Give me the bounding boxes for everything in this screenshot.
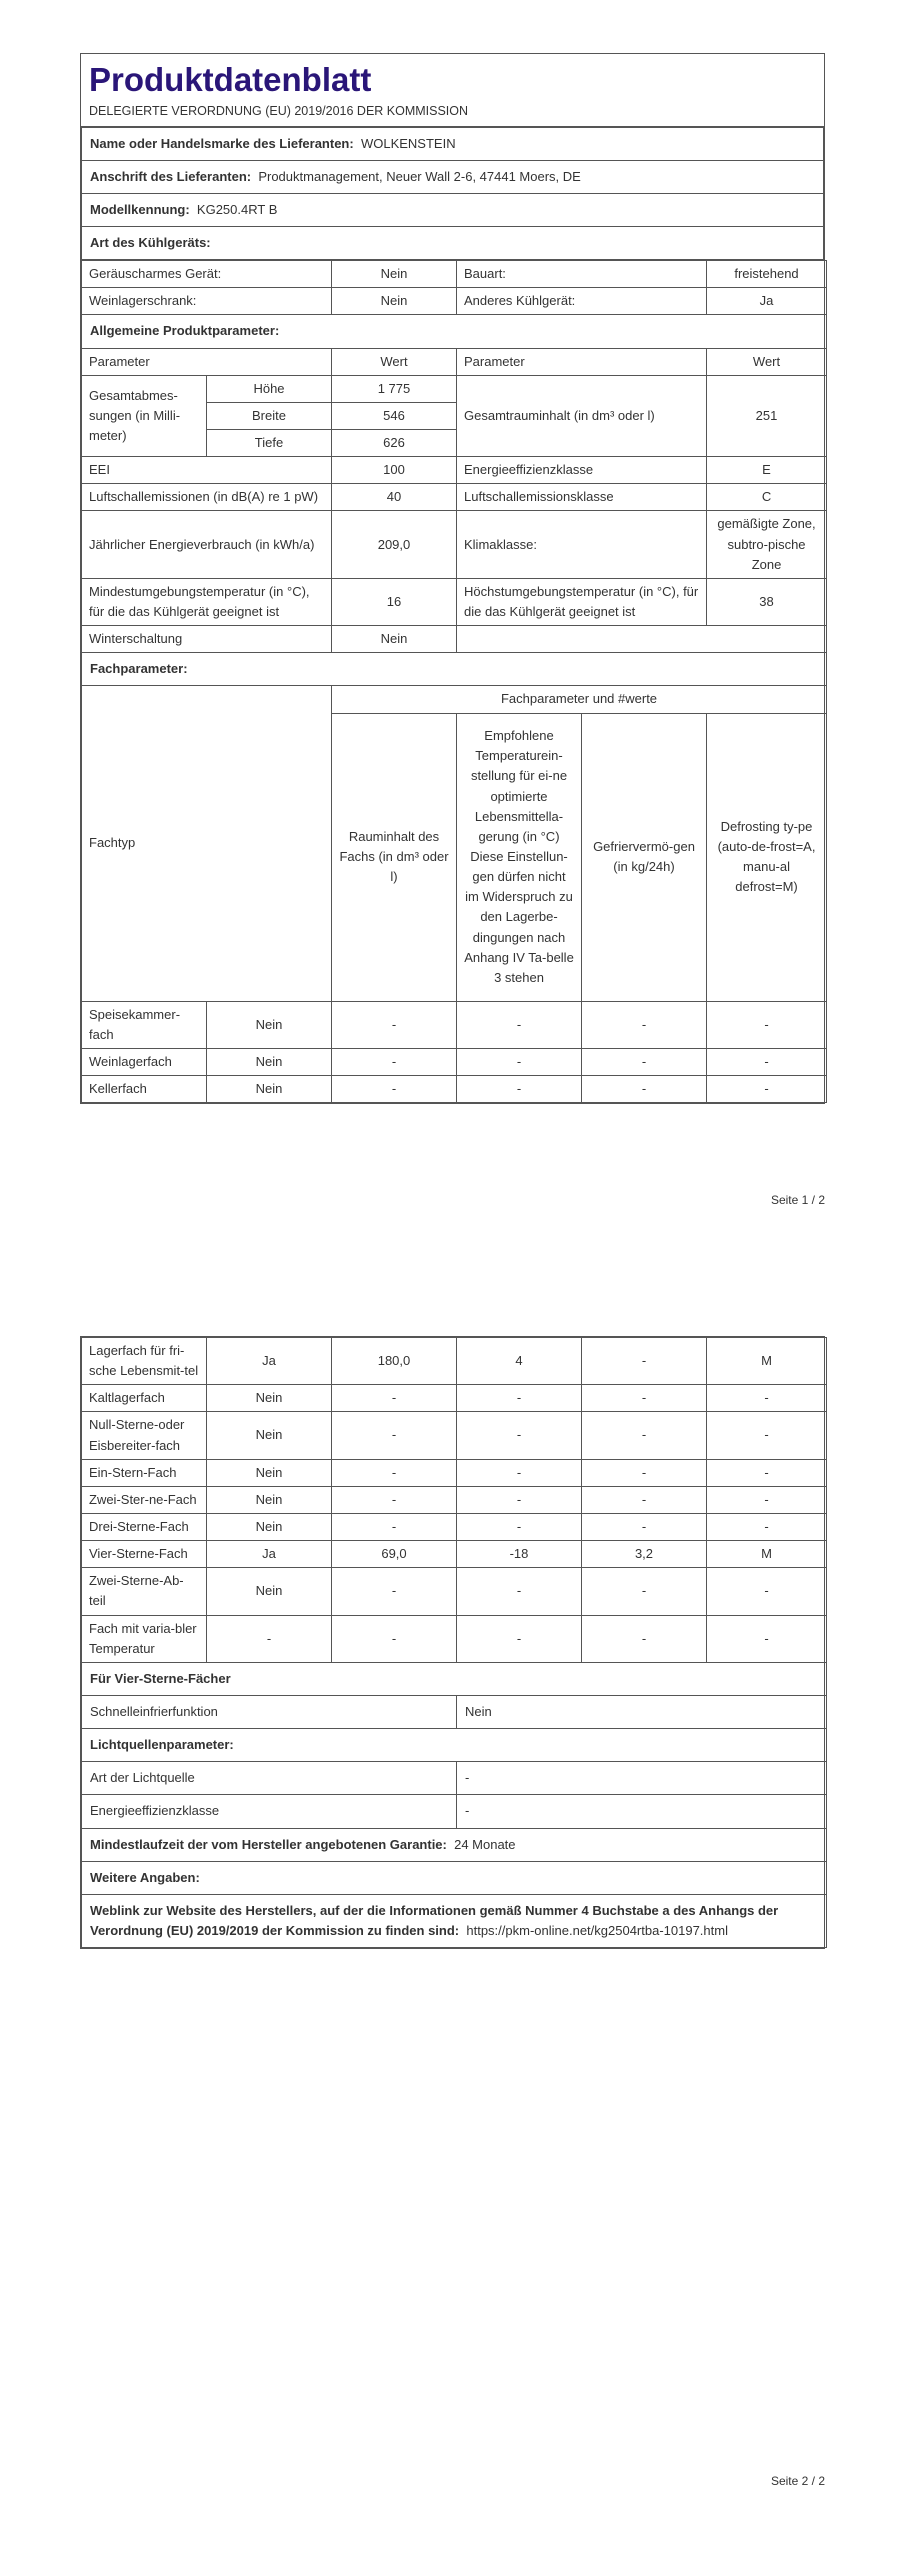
datasheet-page-1 <box>80 53 825 1104</box>
compartment-name: Zwei-Ster-ne-Fach <box>82 1486 207 1513</box>
address-value: Produktmanagement, Neuer Wall 2-6, 47441 Moers, DE <box>258 168 581 184</box>
address-label: Anschrift des Lieferanten: <box>90 168 252 184</box>
compartment-freeze: - <box>582 1459 707 1486</box>
four-star-section-heading: Für Vier-Sterne-Fächer <box>82 1662 827 1695</box>
model-row <box>82 193 824 226</box>
max-temp-label: Höchstumgebungstemperatur (in °C), für die das Kühlgerät geeignet ist <box>457 578 707 625</box>
light-section-heading: Lichtquellenparameter: <box>82 1729 827 1762</box>
compartment-freeze: - <box>582 1568 707 1615</box>
compartment-volume: - <box>332 1412 457 1459</box>
quick-freeze-label: Schnelleinfrierfunktion <box>82 1695 457 1728</box>
comp-volume-header: Rauminhalt des Fachs (in dm³ oder l) <box>332 713 457 1001</box>
compartment-freeze: - <box>582 1412 707 1459</box>
compartment-temp: - <box>457 1075 582 1102</box>
compartment-row <box>82 1615 827 1662</box>
supplier-row <box>82 127 824 160</box>
compartment-freeze: - <box>582 1001 707 1048</box>
compartment-present: Nein <box>207 1486 332 1513</box>
noise-class-label: Luftschallemissionsklasse <box>457 484 707 511</box>
compartment-defrost: M <box>707 1541 827 1568</box>
compartment-row <box>82 1075 827 1102</box>
compartment-present: Nein <box>207 1048 332 1075</box>
compartment-temp: - <box>457 1048 582 1075</box>
height-label: Höhe <box>207 375 332 402</box>
compartment-name: Fach mit varia-bler Temperatur <box>82 1615 207 1662</box>
compartment-freeze: - <box>582 1615 707 1662</box>
comp-freeze-header: Gefriervermö-gen (in kg/24h) <box>582 713 707 1001</box>
quick-freeze-value: Nein <box>457 1695 827 1728</box>
light-type-label: Art der Lichtquelle <box>82 1762 457 1795</box>
design-value: freistehend <box>707 261 827 288</box>
compartment-present: Nein <box>207 1385 332 1412</box>
comp-temp-header: Empfohlene Temperaturein-stellung für ei-ne optimierte Lebensmittella-gerung (in °C) Diese Einstellun-gen dürfen nicht im Widerspruch zu den Lagerbe-dingungen nach Anhang IV Ta-belle 3 stehen <box>457 713 582 1001</box>
warranty-row <box>82 1828 827 1861</box>
model-label: Modellkennung: <box>90 201 190 217</box>
min-temp-value: 16 <box>332 578 457 625</box>
comp-type-header: Fachtyp <box>82 686 332 1001</box>
compartment-temp: - <box>457 1412 582 1459</box>
compartment-volume: - <box>332 1459 457 1486</box>
depth-value: 626 <box>332 430 457 457</box>
compartment-row <box>82 1385 827 1412</box>
min-temp-label: Mindestumgebungstemperatur (in °C), für die das Kühlgerät geeignet ist <box>82 578 332 625</box>
height-value: 1 775 <box>332 375 457 402</box>
wine-value: Nein <box>332 288 457 315</box>
compartment-defrost: - <box>707 1001 827 1048</box>
general-section-heading: Allgemeine Produktparameter: <box>82 315 827 348</box>
compartment-defrost: - <box>707 1412 827 1459</box>
document-subtitle: DELEGIERTE VERORDNUNG (EU) 2019/2016 DER KOMMISSION <box>81 102 824 127</box>
more-section-heading: Weitere Angaben: <box>82 1861 827 1894</box>
compartment-volume: - <box>332 1486 457 1513</box>
weblink-value[interactable]: https://pkm-online.net/kg2504rtba-10197.html <box>466 1922 728 1938</box>
energy-consumption-value: 209,0 <box>332 511 457 578</box>
compartment-name: Ein-Stern-Fach <box>82 1459 207 1486</box>
compartment-volume: - <box>332 1001 457 1048</box>
compartment-freeze: 3,2 <box>582 1541 707 1568</box>
warranty-label: Mindestlaufzeit der vom Hersteller angebotenen Garantie: <box>90 1836 447 1852</box>
weblink-label: Weblink zur Website des Herstellers, auf der die Informationen gemäß Nummer 4 Buchstabe a des Anhangs der Verordnung (EU) 2019/2019 der Kommission zu finden sind: <box>90 1902 779 1938</box>
low-noise-label: Geräuscharmes Gerät: <box>82 261 332 288</box>
compartment-row <box>82 1513 827 1540</box>
compartment-row <box>82 1412 827 1459</box>
volume-value: 251 <box>707 375 827 456</box>
compartment-defrost: - <box>707 1385 827 1412</box>
compartment-volume: - <box>332 1513 457 1540</box>
wine-label: Weinlagerschrank: <box>82 288 332 315</box>
address-row <box>82 160 824 193</box>
compartment-temp: -18 <box>457 1541 582 1568</box>
compartment-temp: - <box>457 1615 582 1662</box>
compartment-freeze: - <box>582 1513 707 1540</box>
low-noise-value: Nein <box>332 261 457 288</box>
compartment-present: Nein <box>207 1075 332 1102</box>
compartment-volume: - <box>332 1075 457 1102</box>
compartment-present: Nein <box>207 1412 332 1459</box>
compartment-defrost: - <box>707 1615 827 1662</box>
compartment-defrost: - <box>707 1075 827 1102</box>
compartment-volume: - <box>332 1615 457 1662</box>
supplier-value: WOLKENSTEIN <box>360 135 456 151</box>
compartment-present: Nein <box>207 1568 332 1615</box>
empty-cell <box>457 626 827 653</box>
page-number-2: Seite 2 / 2 <box>770 2474 825 2488</box>
energy-class-value: E <box>707 457 827 484</box>
compartment-name: Drei-Sterne-Fach <box>82 1513 207 1540</box>
light-class-label: Energieeffizienzklasse <box>82 1795 457 1828</box>
comp-group-header: Fachparameter und #werte <box>332 686 827 713</box>
compartment-name: Kellerfach <box>82 1075 207 1102</box>
compartment-freeze: - <box>582 1486 707 1513</box>
noise-class-value: C <box>707 484 827 511</box>
compartment-row <box>82 1459 827 1486</box>
compartment-defrost: - <box>707 1048 827 1075</box>
compartment-defrost: - <box>707 1459 827 1486</box>
weblink-row <box>82 1894 827 1947</box>
other-label: Anderes Kühlgerät: <box>457 288 707 315</box>
col-head-value: Wert <box>332 348 457 375</box>
col-head-value2: Wert <box>707 348 827 375</box>
supplier-label: Name oder Handelsmarke des Lieferanten: <box>90 135 354 151</box>
compartment-defrost: M <box>707 1338 827 1385</box>
header-table <box>81 127 824 261</box>
document-title: Produktdatenblatt <box>89 61 372 98</box>
eei-label: EEI <box>82 457 332 484</box>
energy-class-label: Energieeffizienzklasse <box>457 457 707 484</box>
climate-label: Klimaklasse: <box>457 511 707 578</box>
type-table <box>81 260 827 1103</box>
design-label: Bauart: <box>457 261 707 288</box>
comp-section-heading: Fachparameter: <box>82 653 827 686</box>
compartment-name: Null-Sterne-oder Eisbereiter-fach <box>82 1412 207 1459</box>
col-head-param2: Parameter <box>457 348 707 375</box>
other-value: Ja <box>707 288 827 315</box>
depth-label: Tiefe <box>207 430 332 457</box>
compartment-freeze: - <box>582 1048 707 1075</box>
compartment-freeze: - <box>582 1075 707 1102</box>
compartment-freeze: - <box>582 1385 707 1412</box>
compartment-present: Ja <box>207 1541 332 1568</box>
noise-label: Luftschallemissionen (in dB(A) re 1 pW) <box>82 484 332 511</box>
compartment-temp: - <box>457 1486 582 1513</box>
compartment-name: Weinlagerfach <box>82 1048 207 1075</box>
compartment-defrost: - <box>707 1513 827 1540</box>
type-section-heading: Art des Kühlgeräts: <box>82 227 824 260</box>
compartment-name: Speisekammer-fach <box>82 1001 207 1048</box>
compartment-temp: - <box>457 1001 582 1048</box>
width-value: 546 <box>332 402 457 429</box>
compartment-present: Ja <box>207 1338 332 1385</box>
compartment-present: Nein <box>207 1001 332 1048</box>
col-head-param: Parameter <box>82 348 332 375</box>
compartment-present: Nein <box>207 1459 332 1486</box>
compartment-volume: - <box>332 1568 457 1615</box>
winter-value: Nein <box>332 626 457 653</box>
compartment-name: Kaltlagerfach <box>82 1385 207 1412</box>
comp-defrost-header: Defrosting ty-pe (auto-de-frost=A, manu-al defrost=M) <box>707 713 827 1001</box>
compartment-row <box>82 1486 827 1513</box>
comp-rows-page-1 <box>82 1001 827 1103</box>
comp-table-continued <box>81 1337 827 1948</box>
compartment-row <box>82 1338 827 1385</box>
winter-label: Winterschaltung <box>82 626 332 653</box>
compartment-temp: - <box>457 1459 582 1486</box>
compartment-name: Vier-Sterne-Fach <box>82 1541 207 1568</box>
compartment-defrost: - <box>707 1486 827 1513</box>
light-type-value: - <box>457 1762 827 1795</box>
page-number-1: Seite 1 / 2 <box>770 1193 825 1207</box>
compartment-present: - <box>207 1615 332 1662</box>
dimensions-label: Gesamtabmes-sungen (in Milli-meter) <box>82 375 207 456</box>
compartment-present: Nein <box>207 1513 332 1540</box>
compartment-volume: 180,0 <box>332 1338 457 1385</box>
climate-value: gemäßigte Zone, subtro-pische Zone <box>707 511 827 578</box>
model-value: KG250.4RT B <box>196 201 278 217</box>
compartment-temp: - <box>457 1568 582 1615</box>
compartment-temp: - <box>457 1513 582 1540</box>
compartment-defrost: - <box>707 1568 827 1615</box>
noise-value: 40 <box>332 484 457 511</box>
compartment-freeze: - <box>582 1338 707 1385</box>
width-label: Breite <box>207 402 332 429</box>
warranty-value: 24 Monate <box>454 1836 516 1852</box>
compartment-temp: - <box>457 1385 582 1412</box>
energy-consumption-label: Jährlicher Energieverbrauch (in kWh/a) <box>82 511 332 578</box>
compartment-row <box>82 1568 827 1615</box>
compartment-volume: - <box>332 1048 457 1075</box>
compartment-row <box>82 1048 827 1075</box>
light-class-value: - <box>457 1795 827 1828</box>
compartment-row <box>82 1541 827 1568</box>
compartment-temp: 4 <box>457 1338 582 1385</box>
volume-label: Gesamtrauminhalt (in dm³ oder l) <box>457 375 707 456</box>
datasheet-page-2 <box>80 1336 825 1949</box>
comp-rows-page-2 <box>82 1338 827 1663</box>
compartment-volume: 69,0 <box>332 1541 457 1568</box>
compartment-volume: - <box>332 1385 457 1412</box>
compartment-name: Zwei-Sterne-Ab-teil <box>82 1568 207 1615</box>
compartment-row <box>82 1001 827 1048</box>
eei-value: 100 <box>332 457 457 484</box>
compartment-name: Lagerfach für fri-sche Lebensmit-tel <box>82 1338 207 1385</box>
max-temp-value: 38 <box>707 578 827 625</box>
